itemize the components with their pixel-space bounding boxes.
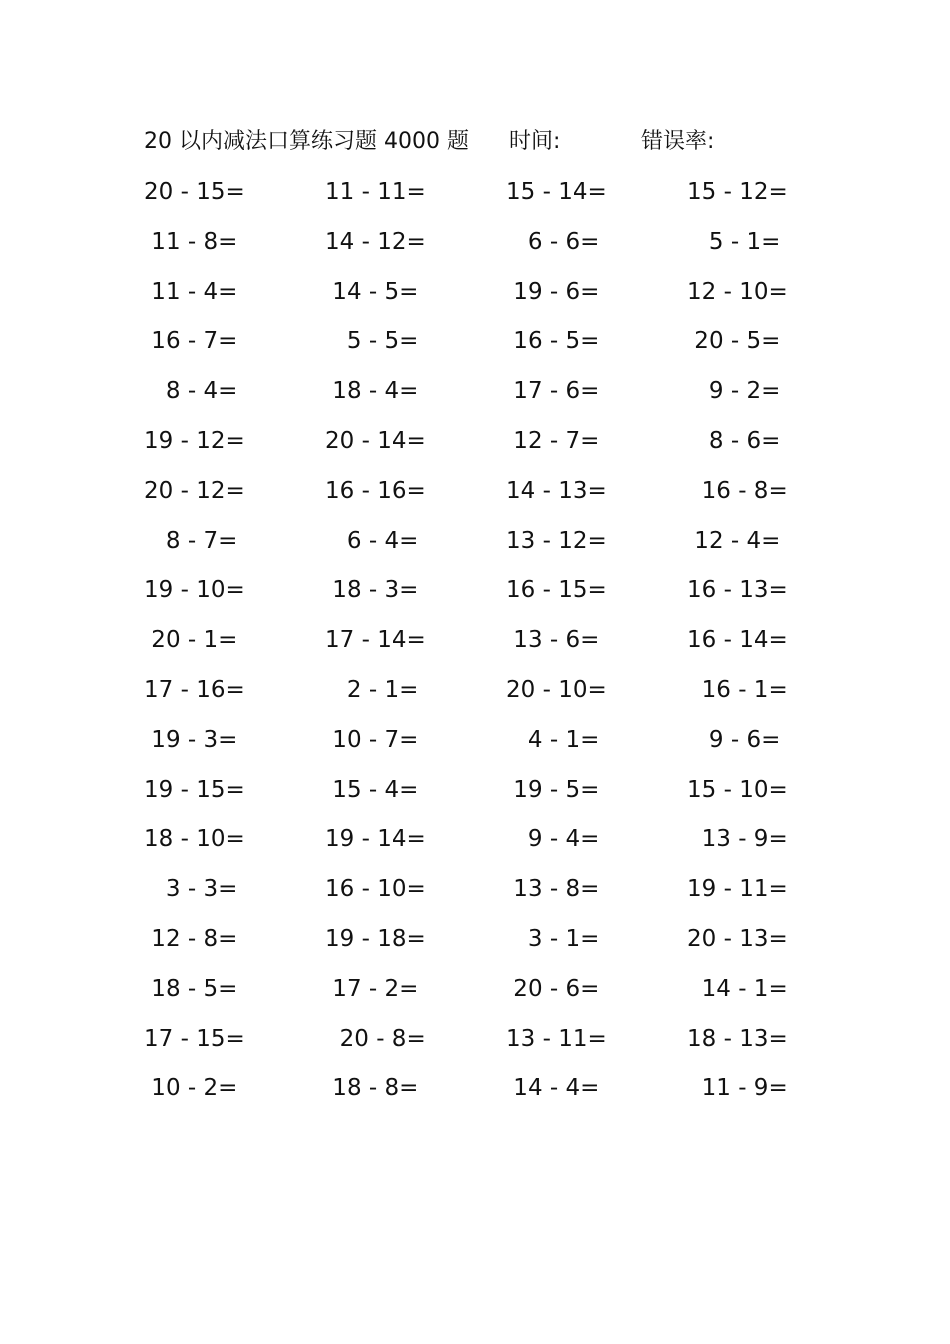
problem-row	[144, 969, 864, 1019]
subtraction-problem: 12 - 8=	[144, 925, 238, 952]
subtraction-problem: 12 - 10=	[687, 278, 788, 305]
subtraction-problem: 10 - 7=	[325, 726, 419, 753]
problem-row	[144, 770, 864, 820]
problem-row	[144, 222, 864, 272]
subtraction-problem: 10 - 2=	[144, 1075, 238, 1102]
problem-grid	[144, 172, 864, 1118]
subtraction-problem: 17 - 16=	[144, 676, 245, 703]
subtraction-problem: 14 - 4=	[506, 1075, 600, 1102]
subtraction-problem: 20 - 8=	[325, 1025, 426, 1052]
subtraction-problem: 11 - 11=	[325, 179, 426, 205]
problem-row	[144, 670, 864, 720]
subtraction-problem: 18 - 13=	[687, 1025, 788, 1052]
subtraction-problem: 13 - 6=	[506, 627, 600, 654]
subtraction-problem: 13 - 8=	[506, 876, 600, 903]
subtraction-problem: 13 - 12=	[506, 527, 607, 554]
subtraction-problem: 20 - 5=	[687, 328, 781, 355]
problem-row	[144, 272, 864, 322]
subtraction-problem: 12 - 7=	[506, 427, 600, 454]
subtraction-problem: 20 - 6=	[506, 975, 600, 1002]
subtraction-problem: 3 - 3=	[144, 876, 238, 903]
subtraction-problem: 5 - 5=	[325, 328, 419, 355]
subtraction-problem: 16 - 8=	[687, 477, 788, 504]
subtraction-problem: 20 - 14=	[325, 427, 426, 454]
time-label: 时间:	[509, 129, 561, 154]
subtraction-problem: 19 - 12=	[144, 427, 245, 454]
subtraction-problem: 8 - 7=	[144, 527, 238, 554]
subtraction-problem: 15 - 10=	[687, 776, 788, 803]
subtraction-problem: 17 - 15=	[144, 1025, 245, 1052]
subtraction-problem: 17 - 14=	[325, 627, 426, 654]
subtraction-problem: 16 - 16=	[325, 477, 426, 504]
worksheet-header	[144, 124, 844, 160]
subtraction-problem: 18 - 10=	[144, 826, 245, 853]
subtraction-problem: 8 - 4=	[144, 378, 238, 405]
problem-row	[144, 1019, 864, 1069]
problem-row	[144, 371, 864, 421]
subtraction-problem: 9 - 2=	[687, 378, 781, 405]
subtraction-problem: 11 - 9=	[687, 1075, 788, 1102]
subtraction-problem: 16 - 7=	[144, 328, 238, 355]
error-rate-label: 错误率:	[641, 129, 715, 154]
problem-row	[144, 172, 864, 222]
subtraction-problem: 20 - 10=	[506, 676, 607, 703]
problem-row	[144, 521, 864, 571]
subtraction-problem: 2 - 1=	[325, 676, 419, 703]
problem-row	[144, 620, 864, 670]
subtraction-problem: 17 - 6=	[506, 378, 600, 405]
subtraction-problem: 8 - 6=	[687, 427, 781, 454]
subtraction-problem: 19 - 3=	[144, 726, 238, 753]
subtraction-problem: 6 - 4=	[325, 527, 419, 554]
subtraction-problem: 13 - 9=	[687, 826, 788, 853]
problem-row	[144, 919, 864, 969]
subtraction-problem: 20 - 15=	[144, 179, 245, 205]
worksheet-title: 20 以内减法口算练习题 4000 题	[144, 129, 469, 154]
subtraction-problem: 18 - 3=	[325, 577, 419, 604]
problem-row	[144, 321, 864, 371]
problem-row	[144, 570, 864, 620]
subtraction-problem: 15 - 4=	[325, 776, 419, 803]
subtraction-problem: 15 - 12=	[687, 179, 788, 205]
subtraction-problem: 19 - 14=	[325, 826, 426, 853]
subtraction-problem: 19 - 10=	[144, 577, 245, 604]
subtraction-problem: 20 - 1=	[144, 627, 238, 654]
subtraction-problem: 13 - 11=	[506, 1025, 607, 1052]
problem-row	[144, 1068, 864, 1118]
subtraction-problem: 18 - 5=	[144, 975, 238, 1002]
subtraction-problem: 19 - 11=	[687, 876, 788, 903]
subtraction-problem: 20 - 12=	[144, 477, 245, 504]
subtraction-problem: 16 - 1=	[687, 676, 788, 703]
subtraction-problem: 14 - 12=	[325, 228, 426, 255]
subtraction-problem: 14 - 1=	[687, 975, 788, 1002]
subtraction-problem: 19 - 15=	[144, 776, 245, 803]
subtraction-problem: 12 - 4=	[687, 527, 781, 554]
subtraction-problem: 16 - 14=	[687, 627, 788, 654]
subtraction-problem: 14 - 5=	[325, 278, 419, 305]
subtraction-problem: 16 - 13=	[687, 577, 788, 604]
subtraction-problem: 18 - 8=	[325, 1075, 419, 1102]
problem-row	[144, 869, 864, 919]
subtraction-problem: 14 - 13=	[506, 477, 607, 504]
subtraction-problem: 18 - 4=	[325, 378, 419, 405]
subtraction-problem: 11 - 4=	[144, 278, 238, 305]
subtraction-problem: 20 - 13=	[687, 925, 788, 952]
problem-row	[144, 720, 864, 770]
subtraction-problem: 11 - 8=	[144, 228, 238, 255]
subtraction-problem: 4 - 1=	[506, 726, 600, 753]
subtraction-problem: 3 - 1=	[506, 925, 600, 952]
problem-row	[144, 421, 864, 471]
subtraction-problem: 6 - 6=	[506, 228, 600, 255]
subtraction-problem: 15 - 14=	[506, 179, 607, 205]
problem-row	[144, 819, 864, 869]
subtraction-problem: 5 - 1=	[687, 228, 781, 255]
subtraction-problem: 19 - 6=	[506, 278, 600, 305]
subtraction-problem: 16 - 15=	[506, 577, 607, 604]
subtraction-problem: 9 - 6=	[687, 726, 781, 753]
subtraction-problem: 9 - 4=	[506, 826, 600, 853]
subtraction-problem: 16 - 10=	[325, 876, 426, 903]
subtraction-problem: 19 - 5=	[506, 776, 600, 803]
subtraction-problem: 17 - 2=	[325, 975, 419, 1002]
problem-row	[144, 471, 864, 521]
subtraction-problem: 16 - 5=	[506, 328, 600, 355]
subtraction-problem: 19 - 18=	[325, 925, 426, 952]
